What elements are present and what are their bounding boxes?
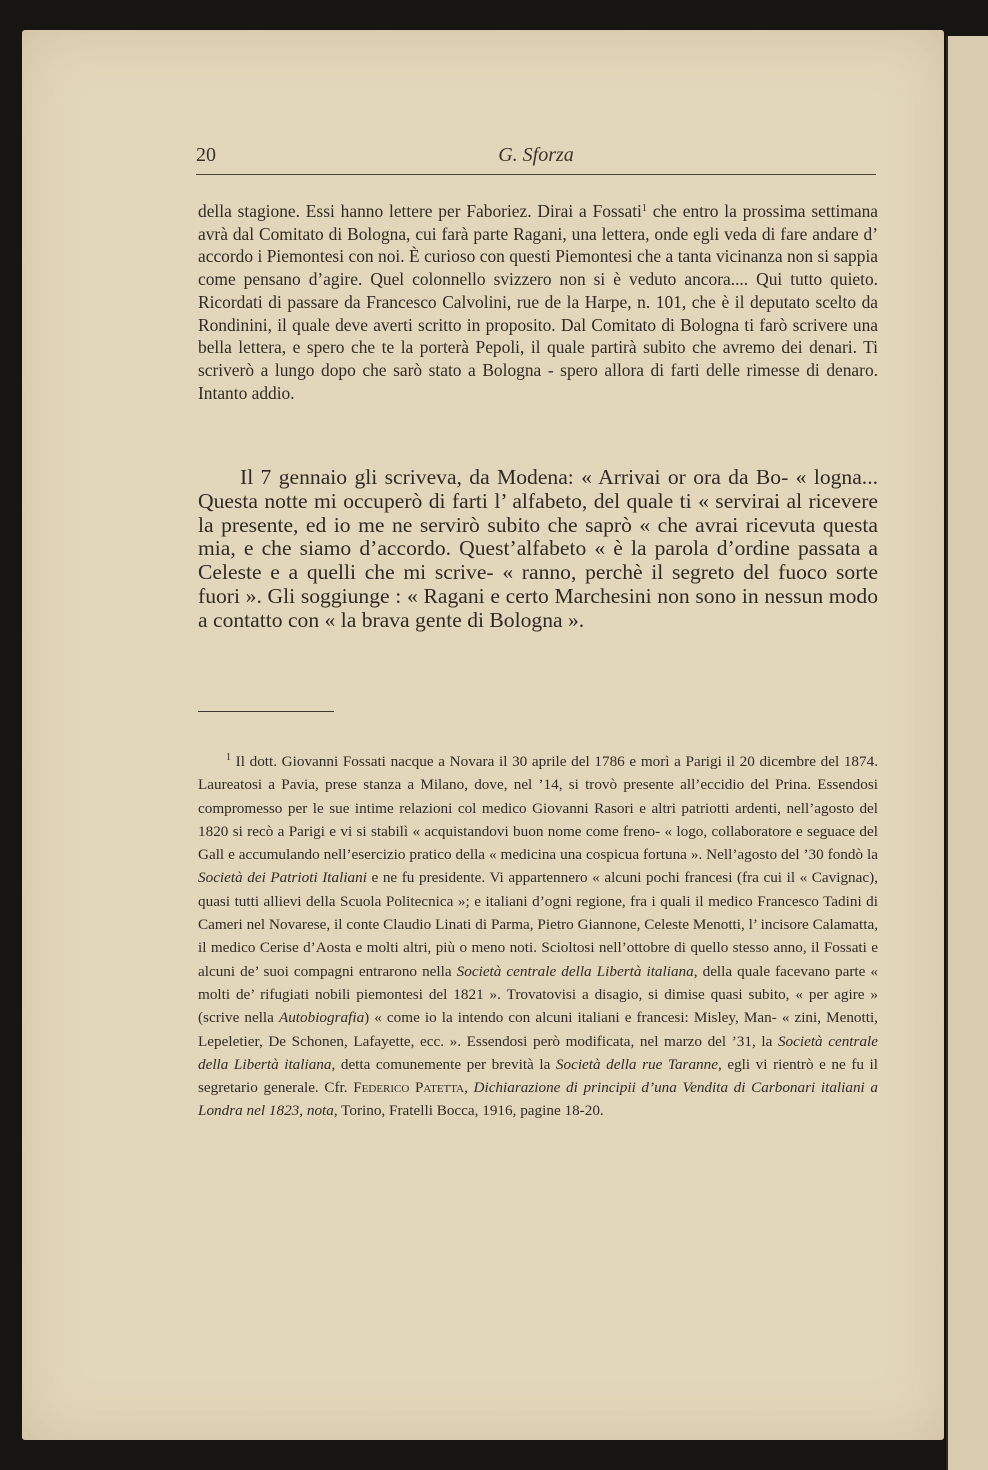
footnote-text: , [464, 1079, 474, 1097]
paragraph-text: della stagione. Essi hanno lettere per Faboriez. Dirai a Fossati [198, 201, 642, 221]
paragraph-letter-excerpt [198, 200, 878, 404]
footnote-author: Federico Patetta [353, 1079, 465, 1097]
footnote-text: ) « come io la intendo con alcuni italiani e francesi: Misley, Man- « zini, Menotti, Lepeletier, De Schonen, Lafayette, ecc. ». Essendosi però modificata, nel marzo del ’31, la [198, 1009, 878, 1050]
page-number: 20 [196, 144, 216, 166]
footnote-italic-title: Società dei Patrioti Italiani [198, 869, 367, 887]
footnote-separator [198, 711, 334, 712]
footnote-italic-title: Autobiografia [278, 1009, 365, 1027]
footnote [198, 750, 878, 1123]
footnote-text: e ne fu presidente. Vi appartennero « alcuni pochi francesi (fra cui il « Cavignac), quasi tutti allievi della Scuola Politecnica »; e italiani d’ogni regione, fra i quali il medico Francesco Tadini di Cameri nel Novarese, il conte Claudio Linati di Parma, Pietro Giannone, Celeste Menotti, l’ incisore Calamatta, il medico Cerise d’Aosta e molti altri, più o meno noti. Scioltosi nell’ottobre di quello stesso anno, il Fossati e alcuni de’ suoi compagni entrarono nella [198, 869, 878, 980]
paragraph-modena-letter: Il 7 gennaio gli scriveva, da Modena: « Arrivai or ora da Bo- « logna... Questa notte mi occuperò di farti l’ alfabeto, del quale ti « servirai al ricevere la presente, ed io me ne servirò subito che saprò « che avrai ricevuta questa mia, e che siamo d’accordo. Quest’alfabeto « è la parola d’ordine passata a Celeste e a quelli che mi scrive- « ranno, perchè il segreto del fuoco sorte fuori ». Gli soggiunge : « Ragani e certo Marchesini non sono in nessun modo a contatto con « la brava gente di Bologna ». [198, 465, 878, 632]
adjacent-page-edge [946, 36, 988, 1470]
footnote-italic-title: Società centrale della Libertà italiana [198, 1032, 878, 1073]
footnote-reference[interactable]: 1 [641, 203, 647, 214]
page-header [196, 142, 876, 172]
footnote-mark: 1 [226, 752, 231, 763]
footnote-text: Il dott. Giovanni Fossati nacque a Novara il 30 aprile del 1786 e morì a Parigi il 20 dicembre del 1874. Laureatosi a Pavia, prese stanza a Milano, dove, nel ’14, si trovò presente all’eccidio del Prina. Essendosi compromesso per le sue intime relazioni col medico Giovanni Rasori e altri patriotti ardenti, nell’agosto del 1820 si recò a Parigi e vi si stabilì « acquistandovi buon nome come freno- « logo, collaboratore e seguace del Gall e accumulando nell’esercizio pratico della « medicina una cospicua fortuna ». Nell’agosto del ’30 fondò la [198, 753, 878, 864]
running-title: G. Sforza [498, 144, 574, 166]
footnote-text: , della quale facevano parte « molti de’ rifugiati nobili piemontesi del 1821 ». Trovatovisi a disagio, si dimise quasi subito, « per agire » (scrive nella [198, 962, 878, 1027]
header-rule [196, 174, 876, 175]
footnote-italic-title: Società della rue Taranne [555, 1055, 718, 1073]
paragraph-text-continued: che entro la prossima settimana avrà dal Comitato di Bologna, cui farà parte Ragani, una lettera, onde egli veda di fare andare d’ accordo i Piemontesi con noi. È curioso con questi Piemontesi che a tanta vicinanza non si sappia come pensano d’agire. Quel colonnello svizzero non si è veduto ancora.... Qui tutto quieto. Ricordati di passare da Francesco Calvolini, rue de la Harpe, n. 101, che è il deputato scelto da Rondinini, il quale deve averti scritto in proposito. Dal Comitato di Bologna ti farò scrivere una bella lettera, e spero che te la porterà Pepoli, il quale partirà subito che avremo dei denari. Ti scriverò a lungo dopo che sarò stato a Bologna - spero allora di farti delle rimesse di denaro. Intanto addio. [198, 201, 879, 403]
footnote-text: , Torino, Fratelli Bocca, 1916, pagine 18-20. [333, 1102, 604, 1120]
footnote-italic-title: Dichiarazione di principii d’una Vendita di Carbonari italiani a Londra nel 1823, nota [198, 1079, 878, 1120]
footnote-italic-title: Società centrale della Libertà italiana [456, 962, 694, 980]
footnote-text: , detta comunemente per brevità la [331, 1055, 556, 1073]
footnote-text: , egli vi rientrò e ne fu il segretario generale. Cfr. [198, 1055, 878, 1097]
